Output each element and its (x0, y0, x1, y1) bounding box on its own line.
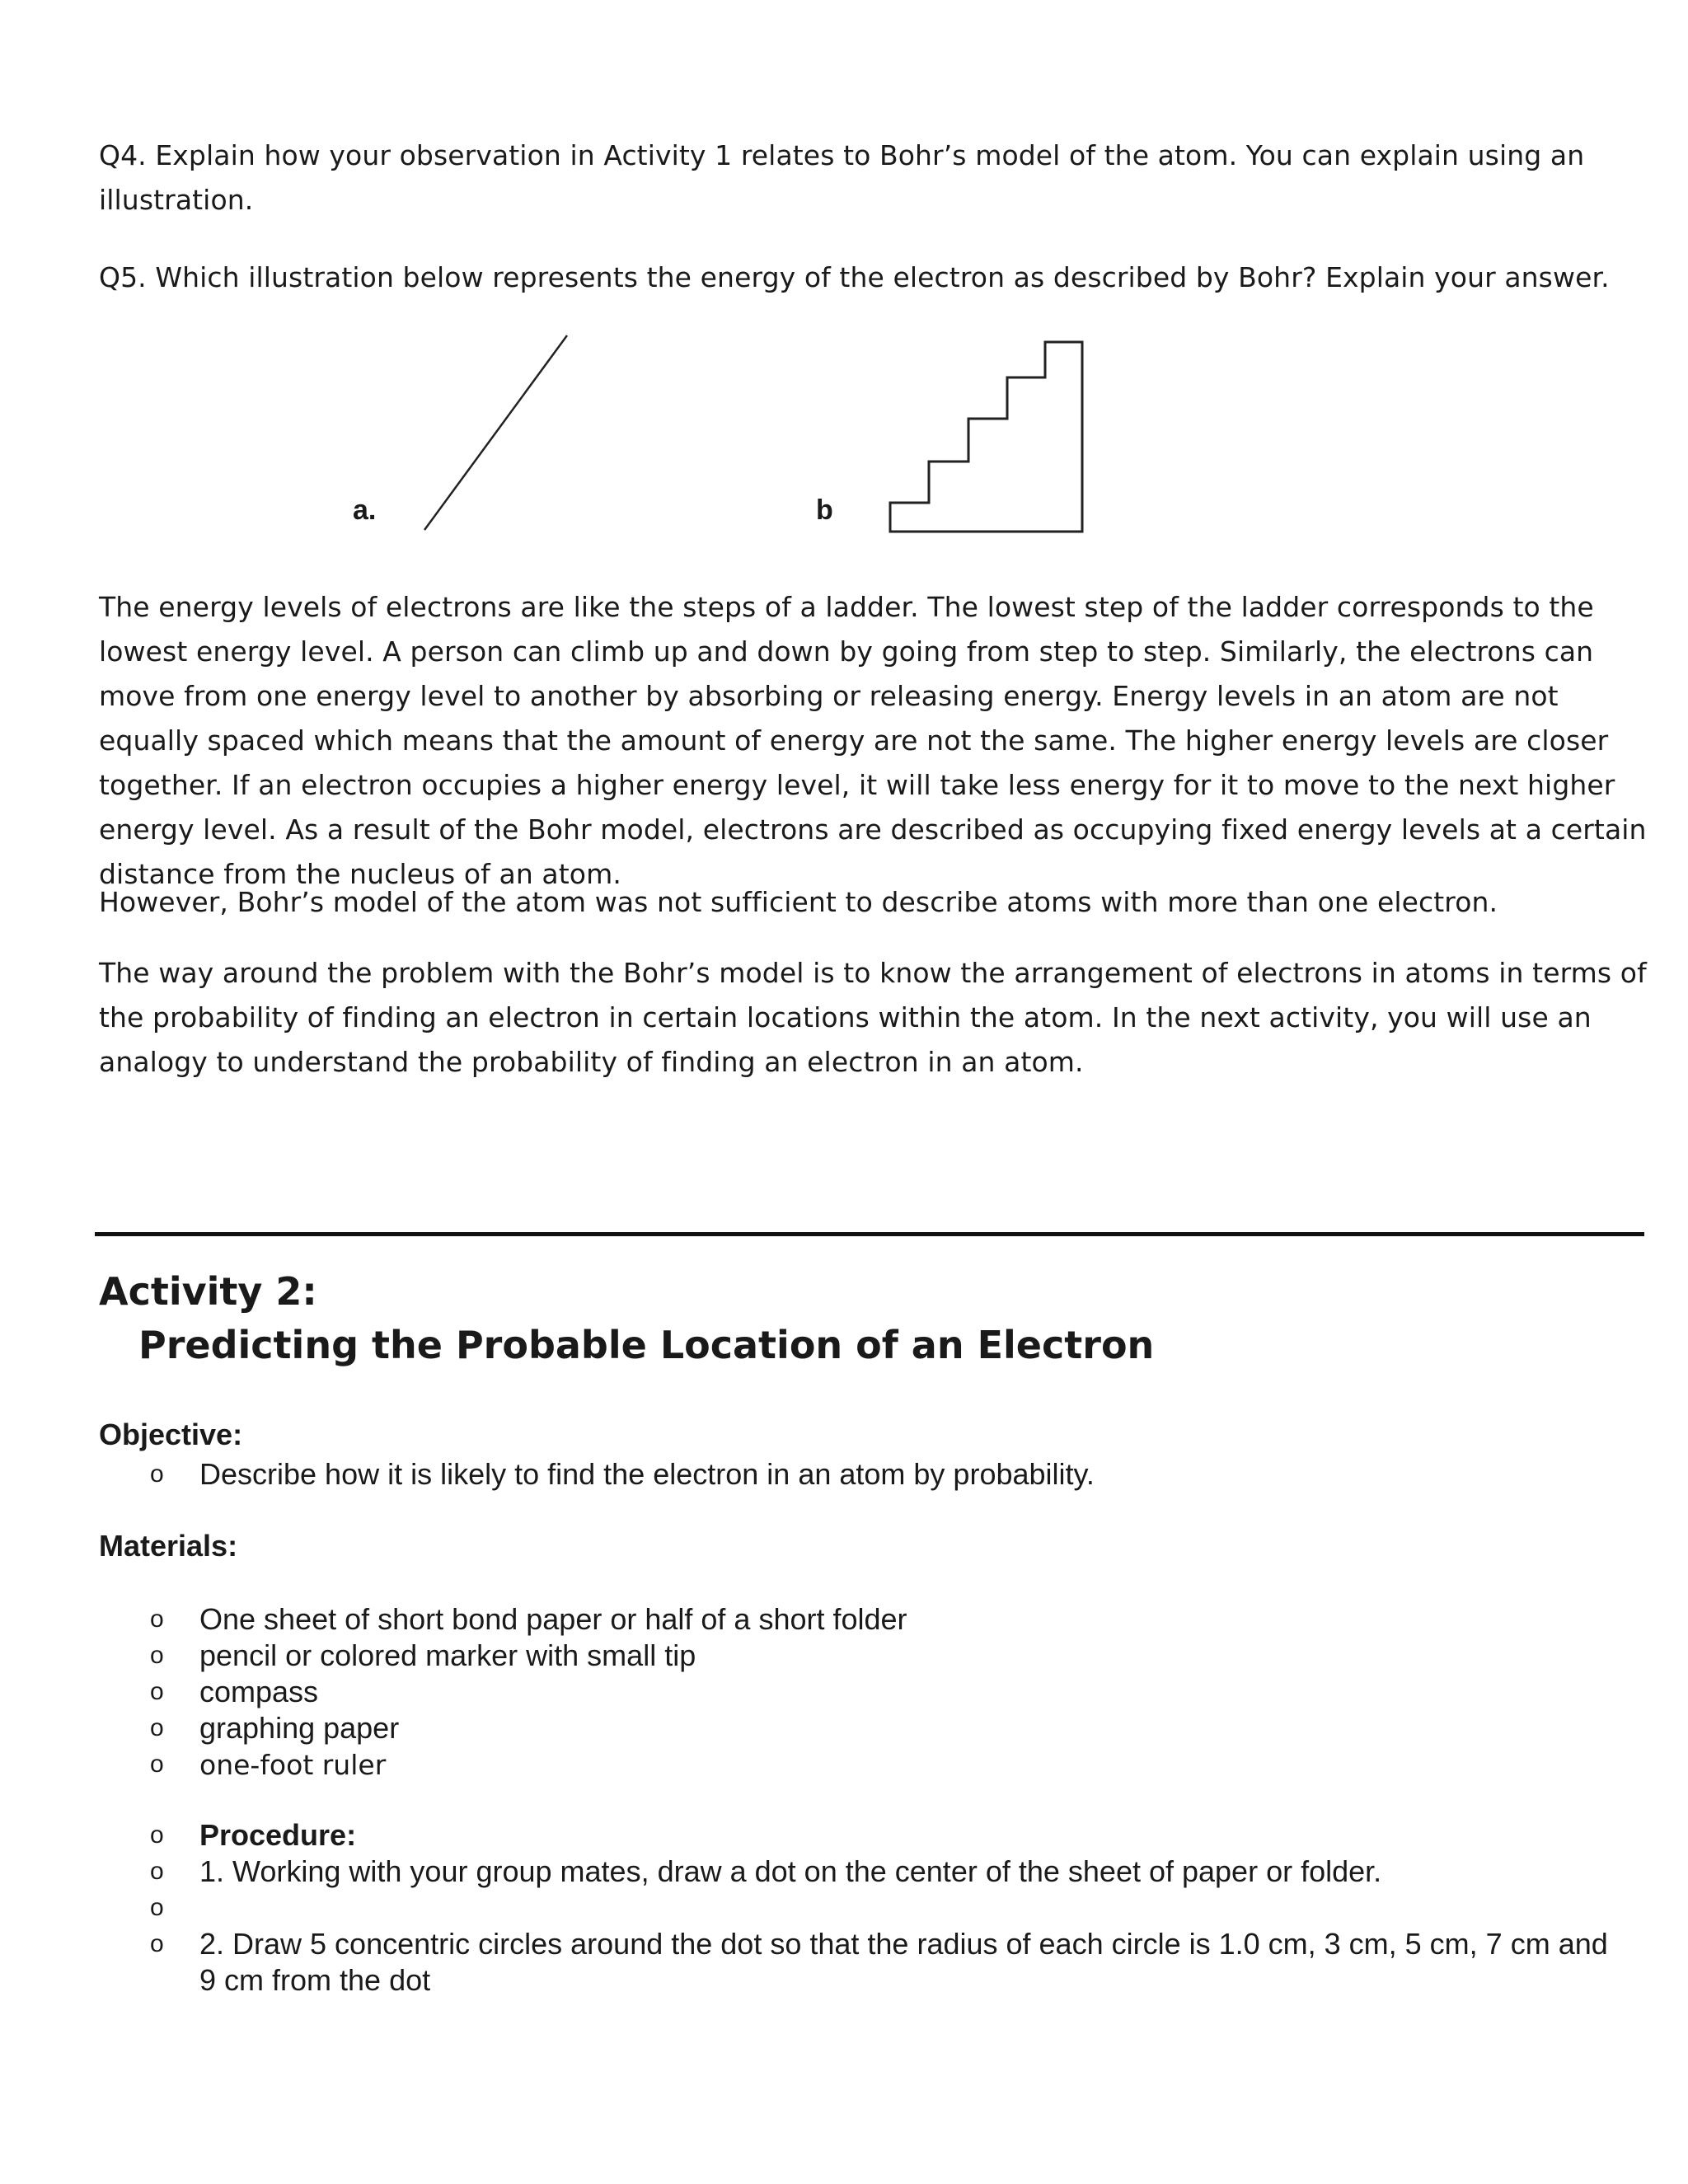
bullet-icon: o (150, 1750, 164, 1778)
procedure-label: Procedure: (199, 1818, 357, 1852)
procedure-step: o 1. Working with your group mates, draw a dot on the center of the sheet of paper or folder. (150, 1854, 1382, 1888)
bullet-icon: o (150, 1714, 164, 1741)
procedure-list (99, 1817, 1688, 1999)
objective-item: o Describe how it is likely to find the electron in an atom by probability. (150, 1457, 1095, 1491)
material-item: o graphing paper (150, 1711, 400, 1745)
materials-label: Materials: (99, 1529, 238, 1563)
bullet-icon: o (150, 1858, 164, 1885)
figure-label-a: a. (353, 494, 377, 526)
bullet-icon: o (150, 1930, 164, 1957)
section-divider (95, 1232, 1644, 1236)
objective-label: Objective: (99, 1418, 243, 1451)
bullet-icon: o (150, 1642, 164, 1669)
procedure-empty-item (99, 1890, 1688, 1926)
paragraph-probability: The way around the problem with the Bohr’s model is to know the arrangement of electrons in atoms in terms of the probability of finding an electron in certain locations within the atom. In the next activity, you will use an analogy to understand the probability of finding an electron in an atom. (99, 957, 1647, 1078)
material-item: o one-foot ruler (99, 1746, 907, 1783)
material-item: o One sheet of short bond paper or half of a short folder (150, 1602, 907, 1636)
energy-illustration (0, 326, 1688, 548)
bullet-icon: o (150, 1894, 164, 1921)
procedure-label-item (99, 1817, 1688, 1854)
bullet-icon: o (150, 1821, 164, 1849)
figure-label-b: b (816, 494, 833, 526)
material-item: o pencil or colored marker with small tip (150, 1638, 696, 1672)
bullet-icon: o (150, 1678, 164, 1705)
paragraph-energy-levels: The energy levels of electrons are like the steps of a ladder. The lowest step of the ladder corresponds to the lowest energy level. A person can climb up and down by going from step to step. Similarly, the electrons can move from one energy level to another by absorbing or releasing energy. Energy levels in an atom are not equally spaced which means that the amount of energy are not the same. The higher energy levels are closer together. If an electron occupies a higher energy level, it will take less energy for it to move to the next higher energy level. As a result of the Bohr model, electrons are described as occupying fixed energy levels at a certain distance from the nucleus of an atom. (99, 591, 1647, 890)
materials-list (99, 1601, 907, 1783)
bullet-icon: o (150, 1605, 164, 1633)
material-item: o compass (150, 1675, 319, 1708)
activity-subtitle: Predicting the Probable Location of an Electron (138, 1323, 1155, 1367)
procedure-step: o 2. Draw 5 concentric circles around the dot so that the radius of each circle is 1.0 cm, 3 cm, 5 cm, 7 cm and 9 cm from the dot (150, 1927, 1608, 1997)
question-5: Q5. Which illustration below represents the energy of the electron as described by Bohr? Explain your answer. (99, 261, 1610, 293)
bullet-icon: o (150, 1460, 164, 1488)
question-4: Q4. Explain how your observation in Activity 1 relates to Bohr’s model of the atom. You can explain using an illustration. (99, 139, 1585, 216)
activity-title: Activity 2: (99, 1269, 317, 1314)
paragraph-bohr-limitation: However, Bohr’s model of the atom was not sufficient to describe atoms with more than one electron. (99, 886, 1498, 918)
objective-list (99, 1456, 1095, 1493)
continuous-line-figure (424, 335, 567, 530)
staircase-figure (890, 342, 1082, 532)
